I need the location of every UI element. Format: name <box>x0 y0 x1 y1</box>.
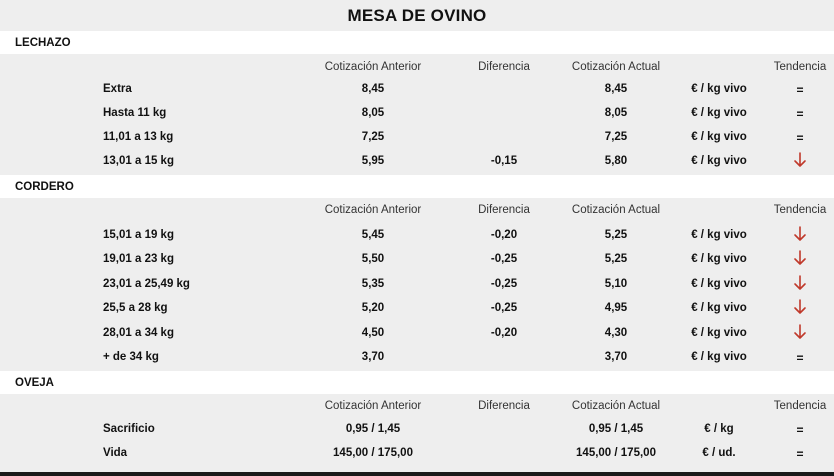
unit-label: € / kg vivo <box>691 327 747 339</box>
unit-label: € / kg vivo <box>691 107 747 119</box>
row-label: + de 34 kg <box>103 351 159 363</box>
row-label: 23,01 a 25,49 kg <box>103 278 190 290</box>
down-arrow-icon <box>793 226 807 242</box>
page-title: MESA DE OVINO <box>0 0 834 31</box>
header-diferencia: Diferencia <box>478 204 530 216</box>
diferencia-value: -0,25 <box>490 302 518 314</box>
cotizacion-actual-value: 5,80 <box>604 155 628 167</box>
diferencia-value: -0,25 <box>490 278 518 290</box>
down-arrow-icon <box>793 275 807 291</box>
unit-label: € / kg vivo <box>691 351 747 363</box>
trend-equal: = <box>796 351 804 365</box>
down-arrow-icon <box>793 152 807 168</box>
cotizacion-anterior-value: 0,95 / 1,45 <box>345 423 401 435</box>
header-diferencia: Diferencia <box>478 400 530 412</box>
section-label: CORDERO <box>15 181 74 193</box>
header-cotizacion-anterior: Cotización Anterior <box>324 400 422 412</box>
cotizacion-actual-value: 5,25 <box>604 253 628 265</box>
cotizacion-anterior-value: 145,00 / 175,00 <box>333 447 413 459</box>
header-cotizacion-anterior: Cotización Anterior <box>324 204 422 216</box>
cotizacion-actual-value: 3,70 <box>604 351 628 363</box>
header-cotizacion-anterior: Cotización Anterior <box>324 61 422 73</box>
cotizacion-anterior-value: 5,35 <box>361 278 385 290</box>
trend-down <box>770 152 830 171</box>
trend-equal: = <box>796 423 804 437</box>
section-label: LECHAZO <box>15 37 71 49</box>
cotizacion-anterior-value: 5,50 <box>361 253 385 265</box>
trend-down <box>770 324 830 343</box>
cotizacion-actual-value: 5,25 <box>604 229 628 241</box>
trend-down <box>770 250 830 269</box>
cotizacion-actual-value: 8,05 <box>604 107 628 119</box>
header-diferencia: Diferencia <box>478 61 530 73</box>
trend-equal: = <box>796 107 804 121</box>
unit-label: € / kg vivo <box>691 302 747 314</box>
unit-label: € / kg vivo <box>691 83 747 95</box>
trend-equal: = <box>796 83 804 97</box>
row-label: 19,01 a 23 kg <box>103 253 174 265</box>
cotizacion-anterior-value: 8,05 <box>361 107 385 119</box>
section-header-lechazo <box>0 31 834 54</box>
unit-label: € / kg vivo <box>691 229 747 241</box>
row-label: 11,01 a 13 kg <box>103 131 174 143</box>
bottom-border <box>0 472 834 476</box>
trend-down <box>770 275 830 294</box>
cotizacion-actual-value: 8,45 <box>604 83 628 95</box>
diferencia-value: -0,15 <box>490 155 518 167</box>
diferencia-value: -0,20 <box>490 327 518 339</box>
row-label: Hasta 11 kg <box>103 107 167 119</box>
row-label: Vida <box>103 447 128 459</box>
cotizacion-actual-value: 4,30 <box>604 327 628 339</box>
trend-down <box>770 299 830 318</box>
diferencia-value: -0,25 <box>490 253 518 265</box>
trend-equal: = <box>796 131 804 145</box>
cotizacion-actual-value: 145,00 / 175,00 <box>576 447 656 459</box>
header-tendencia: Tendencia <box>773 61 827 73</box>
unit-label: € / ud. <box>702 447 736 459</box>
row-label: Extra <box>103 83 132 95</box>
cotizacion-anterior-value: 8,45 <box>361 83 385 95</box>
cotizacion-anterior-value: 5,45 <box>361 229 385 241</box>
unit-label: € / kg vivo <box>691 155 747 167</box>
cotizacion-anterior-value: 5,95 <box>361 155 385 167</box>
row-label: 13,01 a 15 kg <box>103 155 174 167</box>
header-tendencia: Tendencia <box>773 400 827 412</box>
header-cotizacion-actual: Cotización Actual <box>571 204 661 216</box>
row-label: 28,01 a 34 kg <box>103 327 174 339</box>
down-arrow-icon <box>793 299 807 315</box>
diferencia-value: -0,20 <box>490 229 518 241</box>
unit-label: € / kg vivo <box>691 278 747 290</box>
cotizacion-anterior-value: 7,25 <box>361 131 385 143</box>
trend-equal: = <box>796 447 804 461</box>
trend-down <box>770 226 830 245</box>
section-label: OVEJA <box>15 377 54 389</box>
down-arrow-icon <box>793 250 807 266</box>
row-label: Sacrificio <box>103 423 155 435</box>
header-cotizacion-actual: Cotización Actual <box>571 400 661 412</box>
row-label: 25,5 a 28 kg <box>103 302 168 314</box>
header-tendencia: Tendencia <box>773 204 827 216</box>
down-arrow-icon <box>793 324 807 340</box>
header-cotizacion-actual: Cotización Actual <box>571 61 661 73</box>
cotizacion-anterior-value: 4,50 <box>361 327 385 339</box>
unit-label: € / kg vivo <box>691 253 747 265</box>
cotizacion-actual-value: 0,95 / 1,45 <box>588 423 644 435</box>
cotizacion-anterior-value: 3,70 <box>361 351 385 363</box>
cotizacion-actual-value: 4,95 <box>604 302 628 314</box>
row-label: 15,01 a 19 kg <box>103 229 174 241</box>
cotizacion-anterior-value: 5,20 <box>361 302 385 314</box>
section-header-cordero <box>0 175 834 198</box>
unit-label: € / kg vivo <box>691 131 747 143</box>
cotizacion-actual-value: 7,25 <box>604 131 628 143</box>
cotizacion-actual-value: 5,10 <box>604 278 628 290</box>
section-header-oveja <box>0 371 834 394</box>
unit-label: € / kg <box>704 423 734 435</box>
